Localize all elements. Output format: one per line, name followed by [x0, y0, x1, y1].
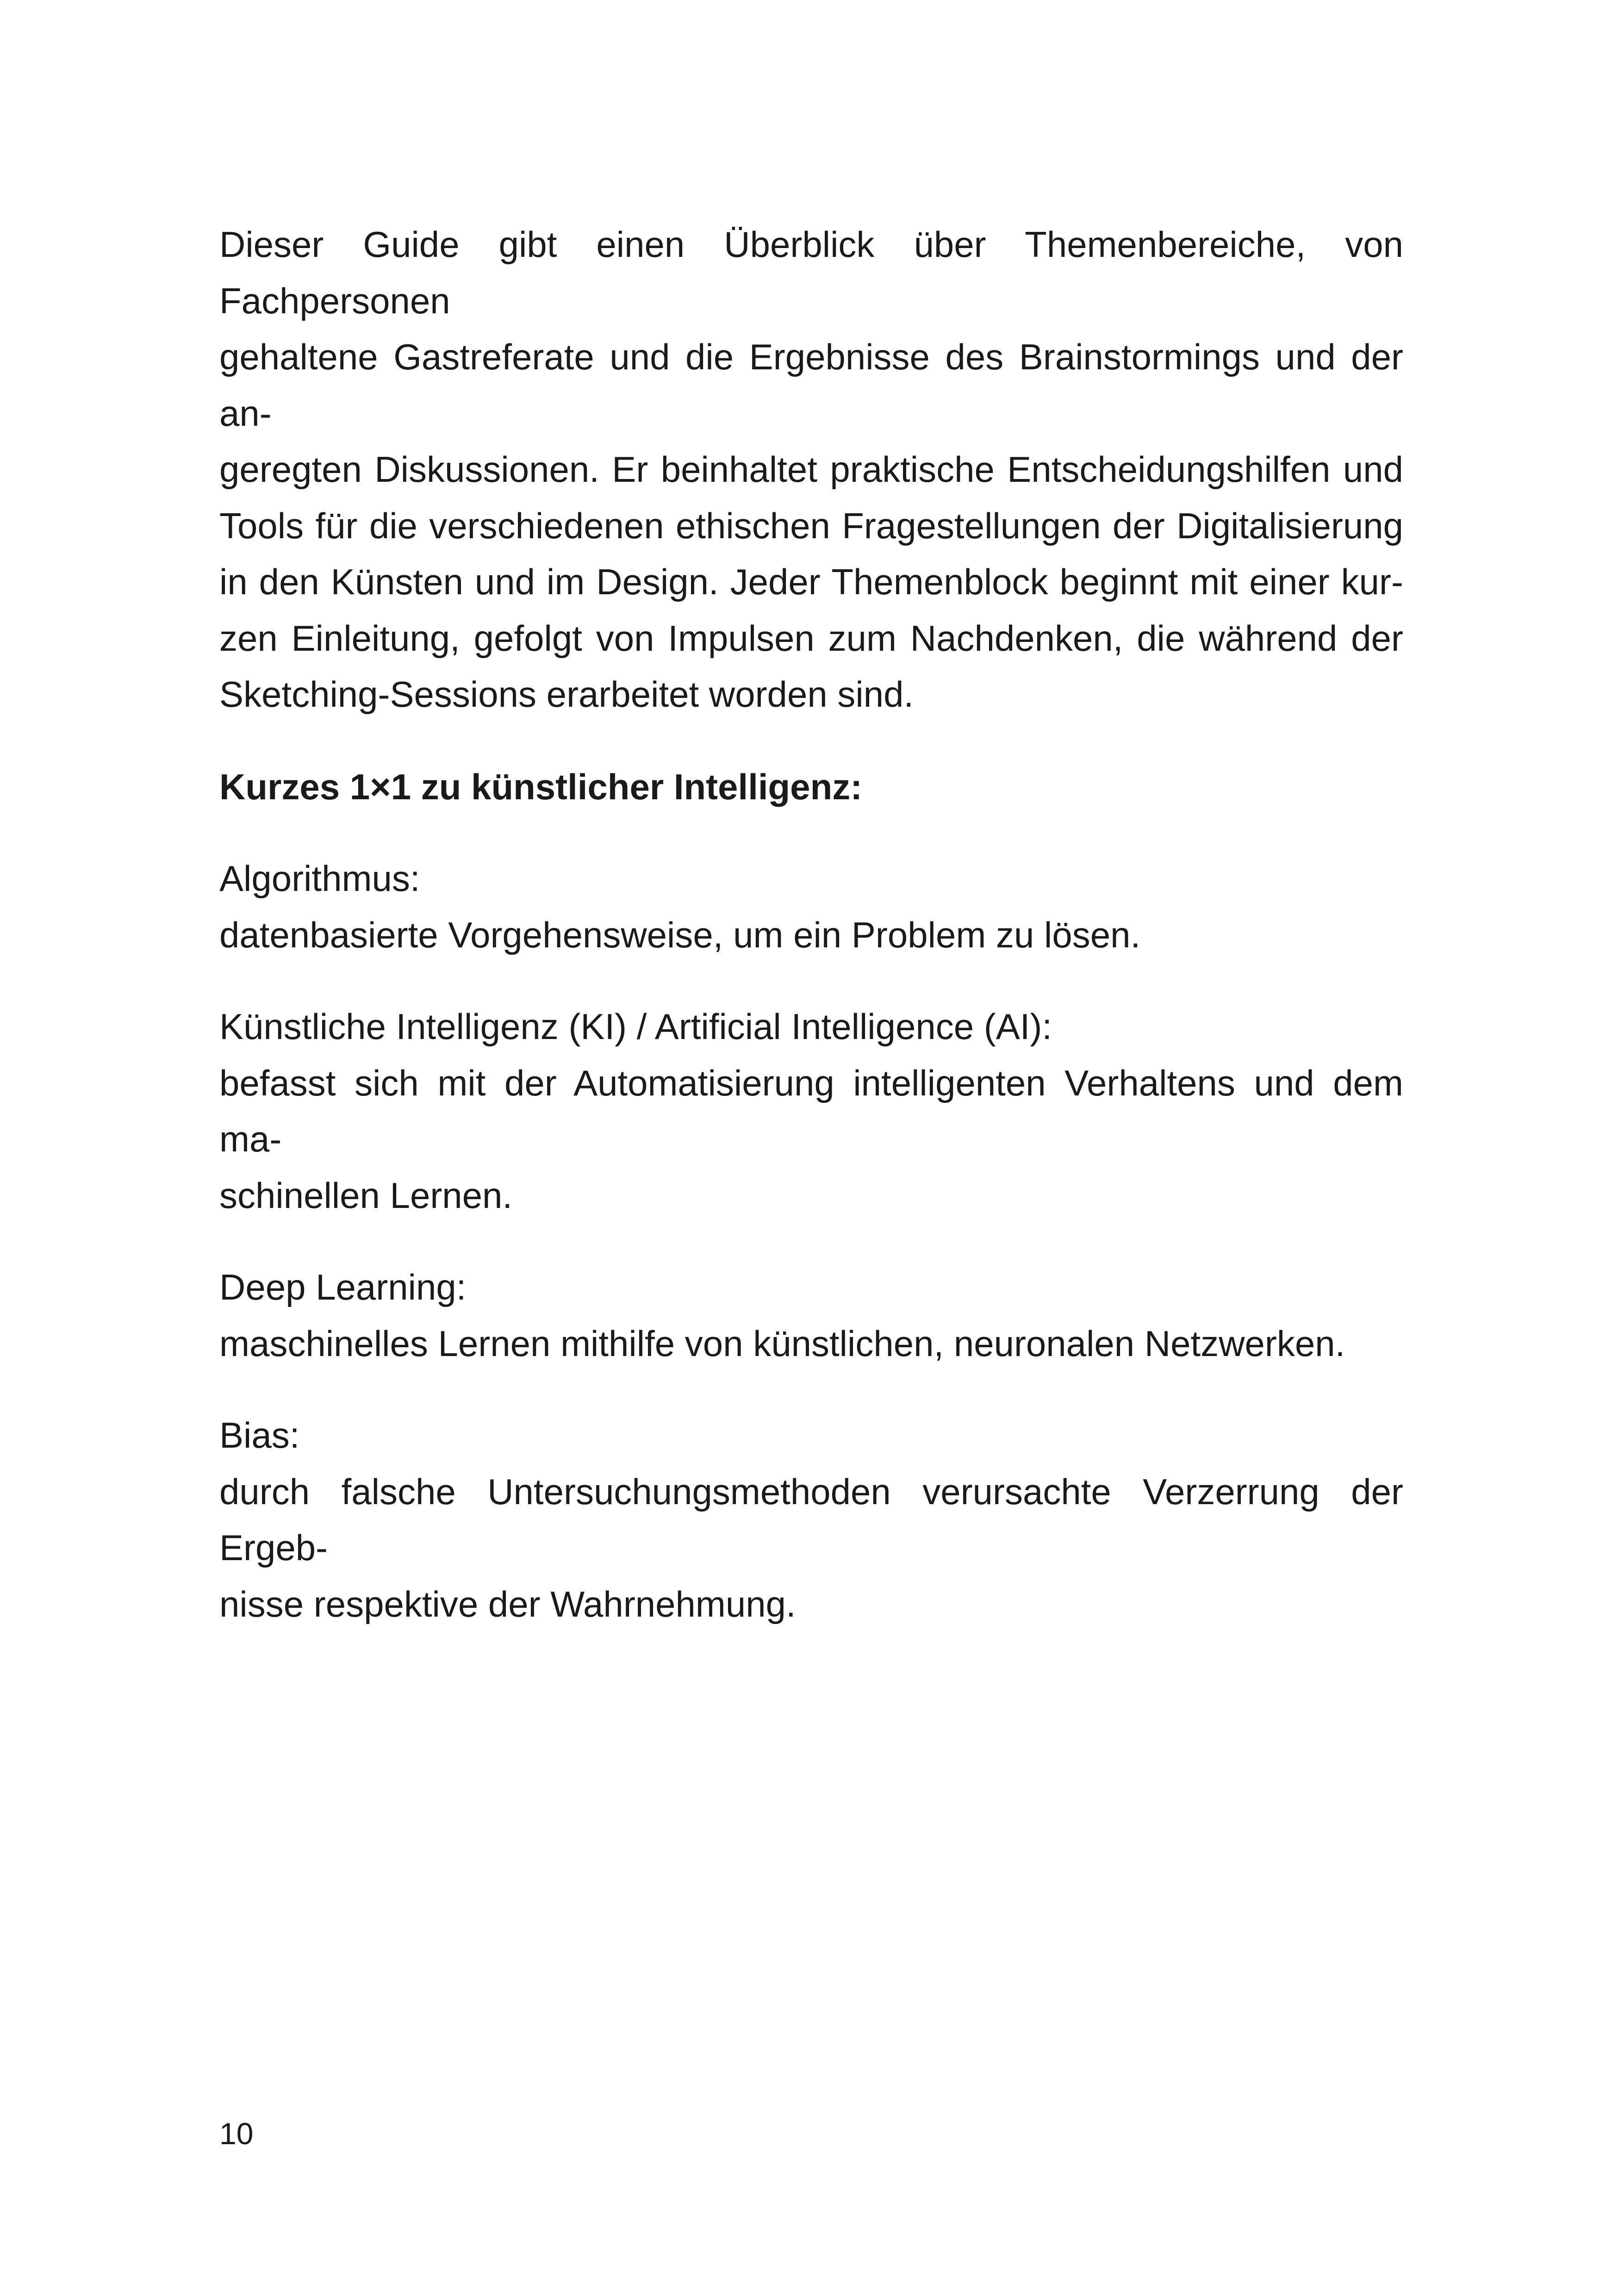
intro-line: in den Künsten und im Design. Jeder Themenblock beginnt mit einer kur-: [219, 561, 1403, 602]
glossary-entry-ki: [219, 999, 1403, 1224]
page-number: 10: [219, 2116, 254, 2151]
intro-line: Sketching-Sessions erarbeitet worden sind.: [219, 674, 914, 715]
intro-line: zen Einleitung, gefolgt von Impulsen zum Nachdenken, die während der: [219, 617, 1403, 659]
glossary-entry-algorithmus: [219, 851, 1403, 963]
intro-line: Dieser Guide gibt einen Überblick über Themenbereiche, von Fachpersonen: [219, 224, 1403, 321]
intro-line: gehaltene Gastreferate und die Ergebnisse des Brainstormings und der an-: [219, 336, 1403, 434]
section-heading: Kurzes 1×1 zu künstlicher Intelligenz:: [219, 766, 863, 807]
glossary-entry-bias: [219, 1407, 1403, 1632]
glossary-definition-line: befasst sich mit der Automatisierung intelligenten Verhaltens und dem ma-: [219, 1062, 1403, 1159]
page-content: [219, 217, 1403, 1632]
intro-line: Tools für die verschiedenen ethischen Fragestellungen der Digitalisierung: [219, 505, 1403, 546]
glossary-term: Künstliche Intelligenz (KI) / Artificial Intelligence (AI):: [219, 1006, 1052, 1047]
glossary-term: Algorithmus:: [219, 858, 420, 899]
intro-paragraph: [219, 217, 1403, 723]
glossary-definition-line: maschinelles Lernen mithilfe von künstlichen, neuronalen Netzwerken.: [219, 1323, 1345, 1364]
intro-line: geregten Diskussionen. Er beinhaltet praktische Entscheidungshilfen und: [219, 449, 1403, 490]
glossary-term: Bias:: [219, 1415, 300, 1456]
glossary-definition-line: schinellen Lernen.: [219, 1175, 513, 1216]
glossary-definition-line: durch falsche Untersuchungsmethoden verursachte Verzerrung der Ergeb-: [219, 1471, 1403, 1568]
glossary-definition-line: nisse respektive der Wahrnehmung.: [219, 1583, 796, 1624]
glossary-term: Deep Learning:: [219, 1267, 467, 1307]
glossary-entry-deep-learning: [219, 1259, 1403, 1372]
glossary-definition-line: datenbasierte Vorgehensweise, um ein Problem zu lösen.: [219, 914, 1141, 955]
